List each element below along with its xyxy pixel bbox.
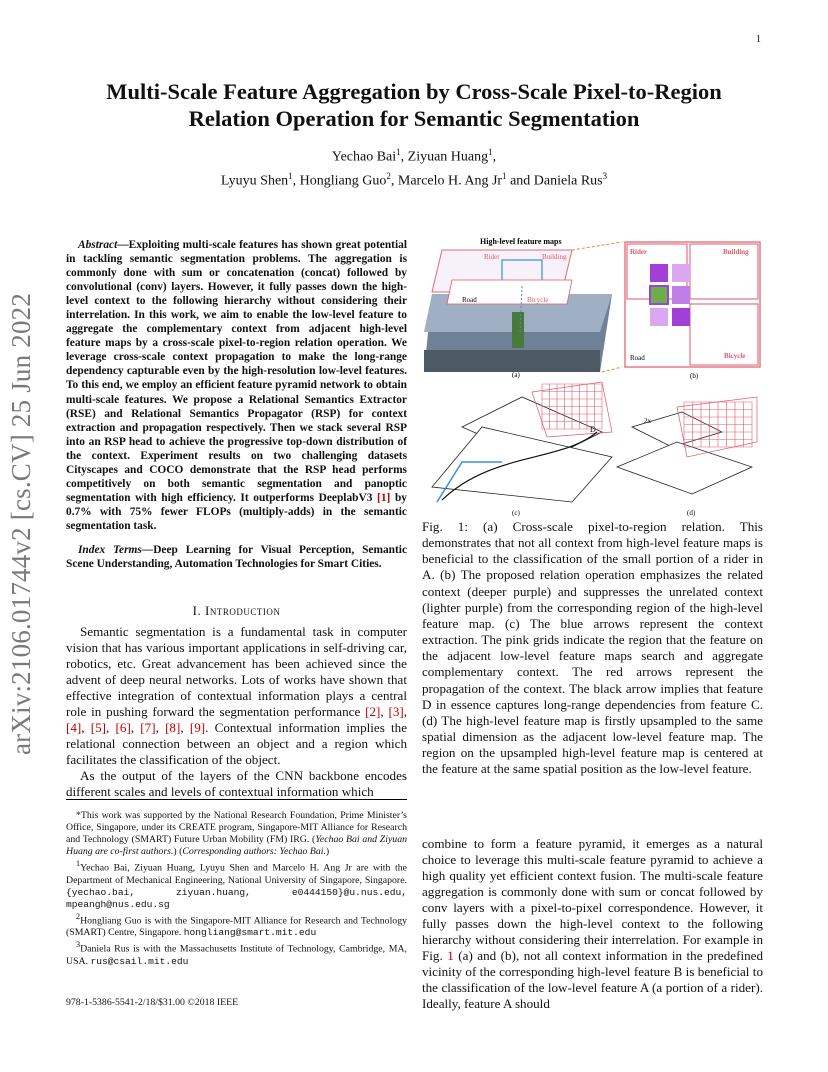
index-terms-text: Deep Learning for Visual Perception, Semantic Scene Understanding, Automation Technologies for Smart Cities. (66, 544, 407, 571)
author-list (70, 143, 758, 190)
footnote-mark: 1 (76, 859, 81, 869)
footnote-text: Daniela Rus is with the Massachusetts Institute of Technology, Cambridge, MA, USA. (66, 943, 407, 967)
footnote-text: *This work was supported by the National Research Foundation, Prime Minister’s Office, Singapore, under its CREATE program, Singapore-MIT Alliance for Research and Technology (SMART) Future Urban Mobility (FM) IRG. ( (66, 810, 407, 846)
cell-deep (672, 308, 690, 326)
section-heading: I. Introduction (192, 603, 281, 618)
footnote-text: Yechao Bai, Ziyuan Huang, Lyuyu Shen and Marcelo H. Ang Jr are with the Department of Mechanical Engineering, National University of Singapore, Singapore. (66, 862, 407, 886)
caption-a: (a) (512, 371, 520, 379)
rider-label-small: Rider (484, 253, 500, 261)
affiliation-mark: 1 (502, 170, 507, 181)
citation-link[interactable]: [3] (388, 704, 404, 720)
cell-light (672, 264, 690, 282)
figure-caption (422, 519, 763, 778)
footnote-italic: Yechao Bai and Ziyuan Huang are co-first authors. (66, 834, 408, 858)
panel-d (617, 397, 757, 517)
caption-text: (a) Cross-scale pixel-to-region relation. This demonstrates that not all context from high-level feature maps is beneficial to the classification of the small portion of a rider in A. (b) The proposed relation operation emphasizes the related context (deeper purple) and suppresses the unrelated context (lighter purple) from the corresponding region of the high-level feature map. (c) The blue arrows represent the context extraction. The pink grids indicate the region that the feature on the adjacent low-level feature maps search and aggregate complementary context. The red arrows represent the propagation of the context. The black arrow implies that feature D in essence captures long-range dependencies from feature C. (d) The high-level feature map is firstly upsampled to the same spatial dimension as the adjacent low-level feature map. The region on the upsampled high-level feature map is centered at the feature at the same spatial position as the low-level feature. (422, 519, 763, 777)
author-name: Yechao Bai (331, 149, 397, 165)
caption-b: (b) (690, 372, 699, 380)
author-name: Ziyuan Huang (407, 149, 489, 165)
intro-text (66, 624, 407, 801)
upsampled-map (617, 442, 752, 494)
figure-ref-link[interactable]: 1 (447, 948, 454, 964)
arxiv-stamp: arXiv:2106.01744v2 [cs.CV] 25 Jun 2022 (6, 292, 36, 755)
caption-label: Fig. 1: (422, 519, 468, 534)
footnote-affiliation-1 (66, 858, 407, 911)
right-body-text-a: combine to form a feature pyramid, it emerges as a natural choice to leverage this multi-scale feature pyramid to achieve a high quality yet efficient context fusion. The multi-scale feature aggregation is commonly done with sum or concat followed by conv layers with a pixel-to-pixel correspondence. However, it fully passes down the high-level context to the following hierarchy without considering their interrelation. For example in Fig. (422, 836, 763, 964)
bicycle-label-small: Bicycle (527, 296, 549, 304)
abstract-text: Exploiting multi-scale features has shown great potential in tackling semantic segmentation problems. The aggregation is commonly done with sum or concatenation (concat) followed by convolutional (conv) layers. However, it fully passes down the high-level context to the following hierarchy without considering their interrelation. In this work, we aim to enable the low-level feature to aggregate the complementary context from adjacent high-level feature maps by a cross-scale pixel-to-region relation operation. We leverage cross-scale context propagation to make the long-range dependency capturable even by the high-resolution low-level features. To this end, we employ an efficient feature pyramid network to obtain multi-scale features. We propose a Relational Semantics Extractor (RSE) and Relational Semantics Propagator (RSP) for context extraction and propagation respectively. Then we stack several RSP into an RSP head to achieve the progressive top-down distribution of the context. Experiment results on two challenging datasets Cityscapes and COCO demonstrate that the RSP head performs competitively on both semantic segmentation and panoptic segmentation with high efficiency. It outperforms DeeplabV3 (66, 239, 407, 504)
panel-b (625, 242, 760, 380)
author-line-1: Yechao Bai$^1$, Ziyuan Huang$^1$, (331, 147, 497, 165)
footnote-text: Hongliang Guo is with the Singapore-MIT Alliance for Research and Technology (SMART) Centre, Singapore. (66, 915, 407, 939)
citation-link[interactable]: [5] (90, 720, 107, 736)
author-name: Daniela Rus (533, 173, 603, 189)
citation-link[interactable]: [6] (115, 720, 131, 736)
citation-link[interactable]: [4] (66, 720, 82, 736)
affiliation-mark: 1 (488, 147, 493, 157)
footnote-affiliation-3 (66, 939, 407, 967)
index-terms-label: Index Terms (78, 544, 142, 556)
zoom-line (572, 242, 622, 250)
footnote-text: ) ( (173, 846, 183, 858)
author-line-2: Lyuyu Shen$^1$, Hongliang Guo$^2$, Marcelo H. Ang Jr$^1$ and Daniela Rus$^3$ (220, 170, 608, 189)
affiliation-mark: 2 (386, 170, 391, 181)
road-label-small: Road (462, 296, 477, 304)
intro-paragraph-1: Semantic segmentation is a fundamental task in computer vision that has various important applications in self-driving car, robotics, etc. Great advancement has been achieved since the advent of deep neural networks. Lots of works have shown that effective integration of contextual information plays a central role in pushing forward the segmentation performance [2], [3], [4], [5], [6], [7], [8], [9]. Contextual information implies the relational connection between an object and a region which facilitates the classification of the object. (66, 624, 408, 768)
high-level-label: High-level feature maps (480, 237, 562, 246)
footnote-italic: Corresponding authors: Yechao Bai. (182, 846, 326, 858)
figure-1-illustration (422, 232, 767, 517)
footnote-mark: 2 (76, 912, 81, 922)
citation-link[interactable]: [9] (189, 720, 206, 736)
paper-title: Multi-Scale Feature Aggregation by Cross-Scale Pixel-to-Region Relation Operation for Semantic Segmentation (106, 79, 722, 131)
footnote-affiliation-2 (66, 911, 407, 939)
email-address: rus@csail.mit.edu (90, 955, 189, 967)
figure-1 (422, 232, 767, 517)
citation-link[interactable]: [7] (140, 720, 156, 736)
intro-paragraph-2: As the output of the layers of the CNN backbone encodes different scales and levels of contextual information which (66, 768, 407, 800)
footnotes (66, 810, 407, 968)
author-name: Hongliang Guo (299, 173, 387, 189)
intro-text-a: Semantic segmentation is a fundamental task in computer vision that has various important applications in self-driving car, robotics, etc. Great advancement has been achieved since the advent of deep neural networks. Lots of works have shown that effective integration of contextual information plays a central role in pushing forward the segmentation performance (66, 624, 407, 720)
citation-link[interactable]: [8] (165, 720, 181, 736)
email-address: hongliang@smart.mit.edu (183, 927, 317, 939)
panel-a (424, 237, 622, 379)
abstract-text-end: by 0.7% with 75% fewer FLOPs (multiply-adds) in the semantic segmentation task. (66, 491, 407, 532)
zoom-line (602, 367, 622, 372)
building-label-small: Building (542, 253, 567, 261)
footnote-text: ) (325, 846, 330, 858)
affiliation-mark: 1 (396, 147, 401, 157)
author-name: Lyuyu Shen (220, 173, 289, 189)
right-body-text-b: (a) and (b), not all context information in the predefined vicinity of the corresponding high-level feature B is beneficial to the classification of the low-level feature A (a portion of a rider). Ideally, feature A should (422, 948, 763, 1012)
building-label: Building (723, 248, 749, 256)
caption-d: (d) (687, 509, 696, 517)
footnote-funding (66, 810, 407, 858)
abstract-label: Abstract (78, 239, 118, 251)
panel-c (432, 382, 612, 517)
cell-deep (650, 264, 668, 282)
road-label: Road (630, 354, 645, 362)
cell-mid (672, 286, 690, 304)
citation-link[interactable]: [2] (365, 704, 381, 720)
footnote-divider (66, 799, 407, 800)
footnote-mark: 3 (76, 940, 81, 950)
affiliation-mark: 3 (602, 170, 608, 181)
citation-link[interactable]: [1] (377, 491, 391, 504)
index-terms: Index Terms—Deep Learning for Visual Perception, Semantic Scene Understanding, Automation Technologies for Smart Cities. (66, 544, 407, 571)
bicycle-label: Bicycle (724, 352, 746, 360)
email-address: {yechao.bai, ziyuan.huang, e0444150}@u.nus.edu, mpeangh@nus.edu.sg (66, 886, 407, 910)
rider-figure (512, 312, 524, 348)
abstract: Abstract—Exploiting multi-scale features has shown great potential in tackling semantic segmentation problems. The aggregation is commonly done with sum or concatenation (concat) followed by convolutional (conv) layers. However, it fully passes down the high-level context to the following hierarchy without considering their interrelation. In this work, we aim to enable the low-level feature to aggregate the complementary context from adjacent high-level feature maps by a cross-scale pixel-to-region relation operation. We leverage cross-scale context propagation to make the long-range dependency capturable even by the high-resolution low-level features. To this end, we employ an efficient feature pyramid network to obtain multi-scale features. We propose a Relational Semantics Extractor (RSE) and Relational Semantics Propagator (RSP) for context extraction and propagation respectively. Then we stack several RSP into an RSP head to achieve the progressive top-down distribution of the context. Experiment results on two challenging datasets Cityscapes and COCO demonstrate that the RSP head performs competitively on both semantic segmentation and panoptic segmentation with high efficiency. It outperforms DeeplabV3 [1] by 0.7% with 75% fewer FLOPs (multiply-adds) in the semantic segmentation task. (66, 239, 407, 532)
author-name: Marcelo H. Ang Jr (397, 173, 503, 189)
affiliation-mark: 1 (288, 170, 293, 181)
page-number: 1 (756, 34, 761, 45)
copyright-notice: 978-1-5386-5541-2/18/$31.00 ©2018 IEEE (66, 997, 239, 1008)
intro-text-b: . Contextual information implies the relational connection between an object and a region which facilitates the classification of the object. (66, 720, 408, 768)
right-body-text (422, 836, 763, 1013)
caption-c: (c) (512, 509, 520, 517)
label-2x: 2x (644, 417, 651, 425)
rider-label: Rider (630, 248, 648, 256)
label-d: D (590, 425, 596, 434)
cell-center (650, 286, 668, 304)
street-road (424, 350, 600, 372)
cell-light (650, 308, 668, 326)
